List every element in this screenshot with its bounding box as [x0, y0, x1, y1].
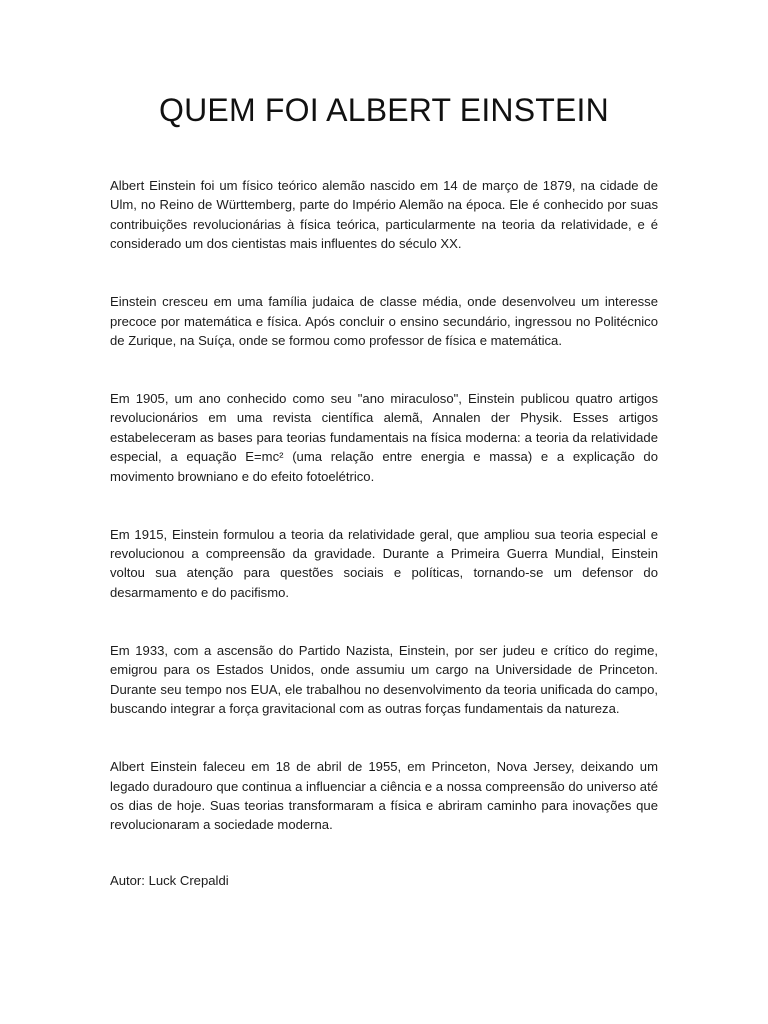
- document-body: [110, 176, 658, 835]
- author-line: Autor: Luck Crepaldi: [110, 872, 229, 888]
- paragraph-legacy: Albert Einstein faleceu em 18 de abril de 1955, em Princeton, Nova Jersey, deixando um legado duradouro que continua a influenciar a ciência e a nossa compreensão do universo até os dias de hoje. Suas teorias transformaram a física e abriram caminho para inovações que revolucionaram a sociedade moderna.: [110, 759, 658, 833]
- paragraph-general-relativity: Em 1915, Einstein formulou a teoria da relatividade geral, que ampliou sua teoria especial e revolucionou a compreensão da gravidade. Durante a Primeira Guerra Mundial, Einstein voltou sua atenção para questões sociais e políticas, tornando-se um defensor do desarmamento e do pacifismo.: [110, 526, 658, 600]
- document-title: QUEM FOI ALBERT EINSTEIN: [159, 92, 609, 128]
- paragraph-emigration: Em 1933, com a ascensão do Partido Nazista, Einstein, por ser judeu e crítico do regime, emigrou para os Estados Unidos, onde assumiu um cargo na Universidade de Princeton. Durante seu tempo nos EUA, ele trabalhou no desenvolvimento da teoria unificada do campo, buscando integrar a força gravitacional com as outras forças fundamentais da natureza.: [110, 642, 658, 717]
- paragraph-education: Einstein cresceu em uma família judaica de classe média, onde desenvolveu um interesse precoce por matemática e física. Após concluir o ensino secundário, ingressou no Politécnico de Zurique, na Suíça, onde se formou como professor de física e matemática.: [110, 294, 658, 349]
- paragraph-miracle-year: Em 1905, um ano conhecido como seu "ano miraculoso", Einstein publicou quatro artigos revolucionários em uma revista científica alemã, Annalen der Physik. Esses artigos estabeleceram as bases para teorias fundamentais na física moderna: a teoria da relatividade especial, a equação E=mc² (uma relação entre energia e massa) e a explicação do movimento browniano e do efeito fotoelétrico.: [110, 391, 658, 484]
- paragraph-birth: Albert Einstein foi um físico teórico alemão nascido em 14 de março de 1879, na cidade de Ulm, no Reino de Württemberg, parte do Império Alemão na época. Ele é conhecido por suas contribuições revolucionárias à física teórica, particularmente na teoria da relatividade, e é considerado um dos cientistas mais influentes do século XX.: [110, 178, 658, 252]
